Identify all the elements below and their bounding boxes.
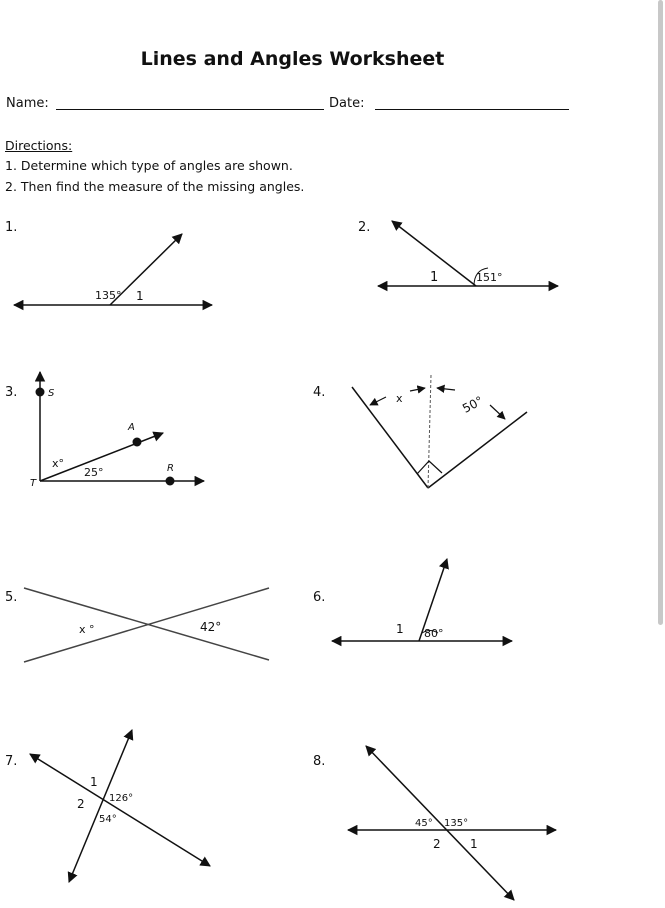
p8-label-45: 45° [415,818,433,829]
p2-label-1: 1 [430,270,439,285]
p3-label-r: R [167,463,174,474]
p1-label-1: 1 [136,289,144,303]
p3-label-s: S [48,388,55,399]
p5-label-x: x ° [79,623,95,636]
problem-8-diagram [348,746,556,900]
name-label: Name: [6,96,49,111]
p3-point-s [36,388,45,397]
p3-label-t: T [30,478,37,489]
p1-label-135: 135° [95,289,122,302]
problem-6-diagram [332,559,512,641]
p5-label-42: 42° [200,620,222,634]
problem-7-number: 7. [5,754,18,769]
p6-label-1: 1 [396,622,404,636]
p4-right-line [428,412,527,488]
p7-label-1: 1 [90,775,98,789]
p3-label-a: A [128,422,135,433]
directions-line-2: 2. Then find the measure of the missing angles. [5,179,305,194]
problem-2-number: 2. [358,220,371,235]
problem-8-number: 8. [313,754,326,769]
p2-label-151: 151° [476,271,503,284]
problem-4-number: 4. [313,385,326,400]
p7-label-2: 2 [77,797,85,811]
p4-right-angle-marker [417,461,442,474]
p4-label-50: 50° [460,393,486,416]
p6-label-80: 80° [424,627,444,640]
problem-4-diagram [352,375,527,488]
p7-label-54: 54° [99,814,117,825]
p3-label-25: 25° [84,466,104,479]
problem-7-diagram [30,730,210,882]
p4-middle-ray [428,375,431,488]
p3-point-a [133,438,142,447]
problem-3-diagram [30,372,204,489]
p8-label-2: 2 [433,837,441,851]
p4-label-x: x [396,392,403,405]
problem-5-number: 5. [5,590,18,605]
p8-label-135: 135° [444,818,469,829]
p8-transversal [366,746,514,900]
p7-label-126: 126° [109,793,134,804]
date-label: Date: [329,96,365,111]
problem-5-diagram [24,588,269,662]
problem-6-number: 6. [313,590,326,605]
problem-1-number: 1. [5,220,18,235]
directions-heading: Directions: [5,138,73,153]
p7-line-a [30,754,210,866]
page-title: Lines and Angles Worksheet [140,48,445,70]
p3-label-x: x° [52,457,65,470]
directions-line-1: 1. Determine which type of angles are shown. [5,158,293,173]
p8-label-1: 1 [470,837,478,851]
p3-point-r [166,477,175,486]
problem-1-diagram [14,234,212,305]
problem-3-number: 3. [5,385,18,400]
p4-left-line [352,387,428,488]
problem-2-diagram [378,221,558,286]
scrollbar[interactable] [658,0,663,625]
